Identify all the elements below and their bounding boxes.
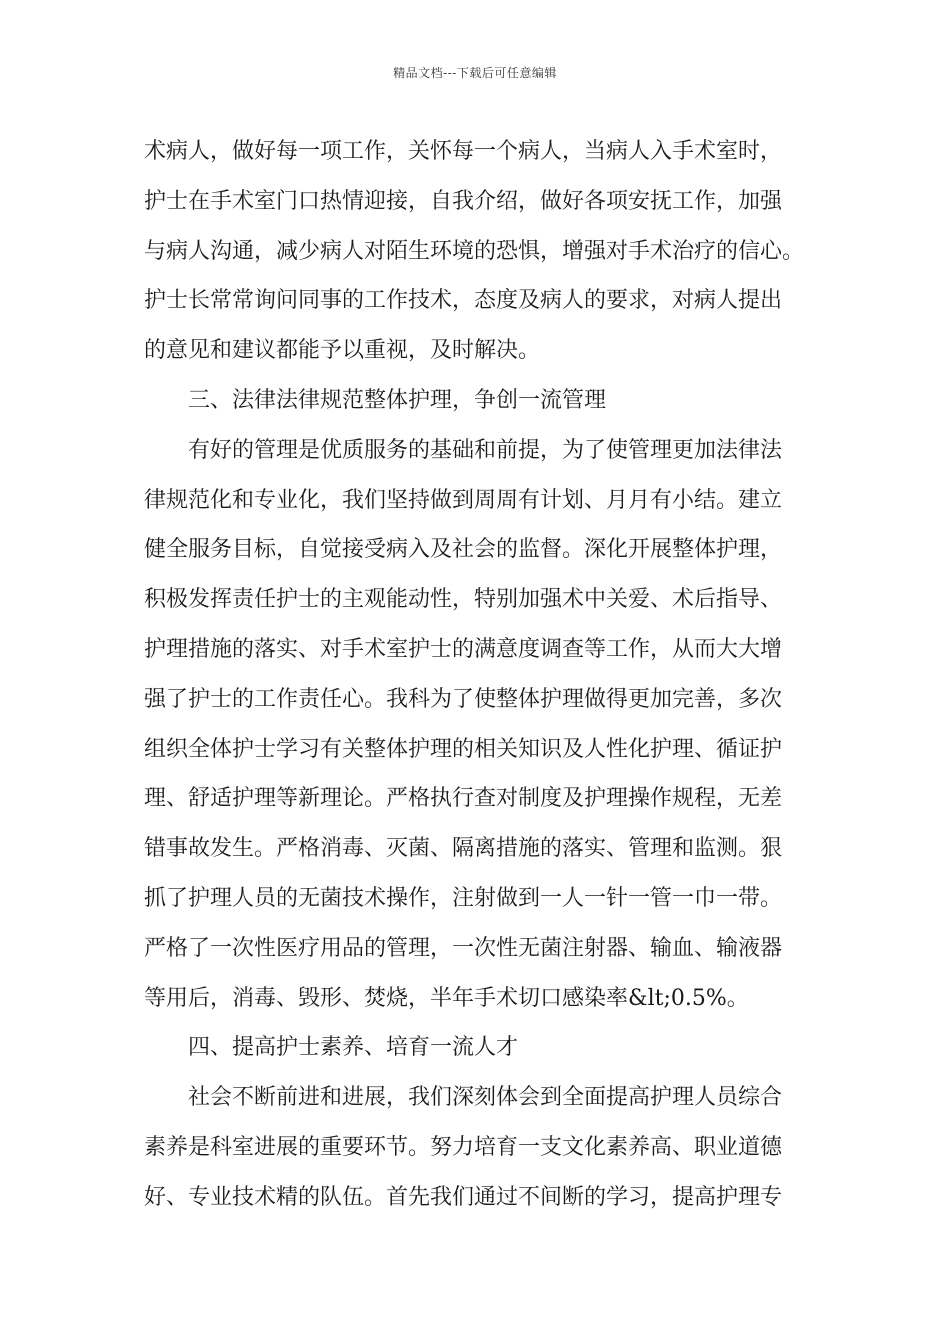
page-header: 精品文档---下载后可任意编辑: [393, 66, 557, 80]
document-body: [144, 127, 824, 1223]
text-line: 好、专业技术精的队伍。首先我们通过不间断的学习，提高护理专: [144, 1184, 783, 1210]
text-line: 等用后，消毒、毁形、焚烧，半年手术切口感染率&lt;0.5%。: [144, 985, 749, 1011]
text-line: 抓了护理人员的无菌技术操作，注射做到一人一针一管一巾一带。: [144, 885, 783, 911]
text-line: 健全服务目标，自觉接受病入及社会的监督。深化开展整体护理，: [144, 537, 783, 563]
text-line: 有好的管理是优质服务的基础和前提，为了使管理更加法律法: [188, 437, 783, 463]
text-line: 三、法律法律规范整体护理，争创一流管理: [188, 387, 607, 413]
text-line: 错事故发生。严格消毒、灭菌、隔离措施的落实、管理和监测。狠: [144, 836, 783, 862]
text-line: 严格了一次性医疗用品的管理，一次性无菌注射器、输血、输液器: [144, 935, 783, 961]
text-line: 四、提高护士素养、培育一流人才: [188, 1035, 519, 1061]
text-line: 素养是科室进展的重要环节。努力培育一支文化素养高、职业道德: [144, 1134, 783, 1160]
text-line: 术病人，做好每一项工作，关怀每一个病人，当病人入手术室时，: [144, 139, 783, 164]
text-line: 理、舒适护理等新理论。严格执行查对制度及护理操作规程，无差: [144, 786, 783, 812]
text-line: 积极发挥责任护士的主观能动性，特别加强术中关爱、术后指导、: [144, 587, 783, 613]
text-line: 护理措施的落实、对手术室护士的满意度调查等工作，从而大大增: [144, 636, 783, 662]
text-line: 护士在手术室门口热情迎接，自我介绍，做好各项安抚工作，加强: [144, 188, 783, 214]
text-line: 律规范化和专业化，我们坚持做到周周有计划、月月有小结。建立: [144, 487, 783, 513]
text-line: 与病人沟通，减少病人对陌生环境的恐惧，增强对手术治疗的信心。: [144, 238, 805, 264]
text-line: 社会不断前进和进展，我们深刻体会到全面提高护理人员综合: [188, 1085, 783, 1111]
text-line: 组织全体护士学习有关整体护理的相关知识及人性化护理、循证护: [144, 736, 783, 762]
text-line: 强了护士的工作责任心。我科为了使整体护理做得更加完善，多次: [144, 686, 783, 712]
text-line: 的意见和建议都能予以重视，及时解决。: [144, 338, 541, 364]
text-line: 护士长常常询问同事的工作技术，态度及病人的要求，对病人提出: [144, 288, 783, 314]
